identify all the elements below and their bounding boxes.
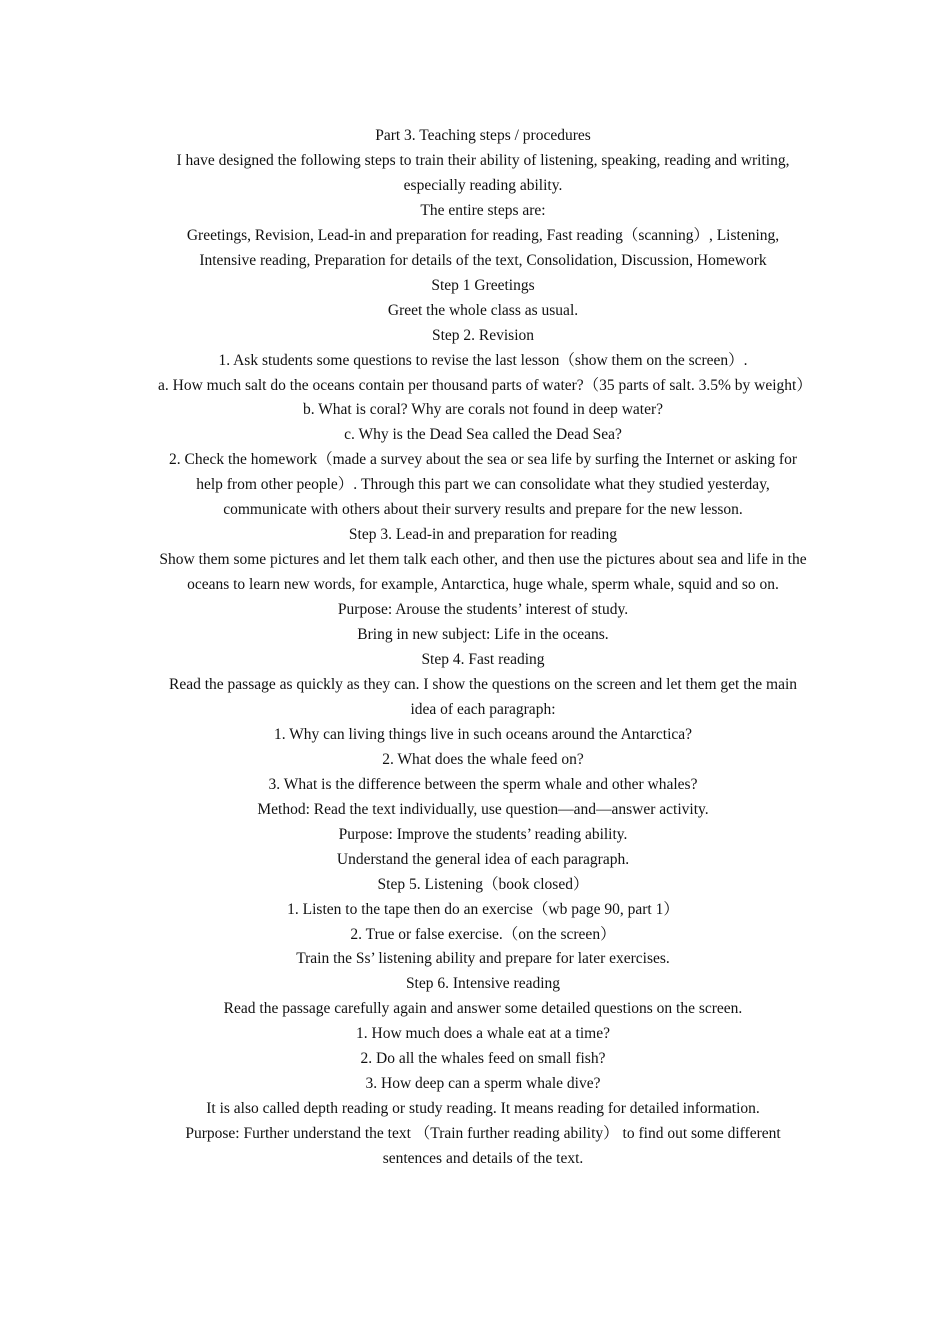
step-6-text: Read the passage carefully again and answer some detailed questions on the screen. (223, 1000, 743, 1018)
step-3-subject: Bring in new subject: Life in the oceans. (357, 626, 609, 644)
step-5-purpose: Train the Ss’ listening ability and prepare for later exercises. (296, 950, 670, 968)
step-5-item-1: 1. Listen to the tape then do an exercise（wb page 90, part 1） (287, 900, 679, 918)
step-6-explanation: It is also called depth reading or study reading. It means reading for detailed information. (206, 1100, 760, 1118)
step-3-heading: Step 3. Lead-in and preparation for reading (348, 526, 618, 544)
step-4-purpose: Purpose: Improve the students’ reading ability. (338, 825, 628, 843)
step-6-question-2: 2. Do all the whales feed on small fish? (360, 1050, 606, 1068)
step-2-question-c: c. Why is the Dead Sea called the Dead Sea? (344, 426, 622, 444)
step-2-question-b: b. What is coral? Why are corals not found in deep water? (302, 401, 664, 419)
step-6-question-1: 1. How much does a whale eat at a time? (356, 1025, 610, 1043)
step-1-heading: Step 1 Greetings (431, 276, 535, 294)
step-2-heading: Step 2. Revision (431, 326, 535, 344)
step-2-item-2: 2. Check the homework（made a survey about the sea or sea life by surfing the Internet or asking for help from other people）. Through this part we can consolidate what they studied yesterday, communicate with others about their survery results and prepare for the new lesson. (169, 451, 797, 519)
intro-paragraph: I have designed the following steps to train their ability of listening, speaking, reading and writing, especially reading ability. (176, 151, 790, 194)
steps-label: The entire steps are: (420, 201, 546, 219)
step-4-goal: Understand the general idea of each paragraph. (336, 850, 630, 868)
step-6-purpose: Purpose: Further understand the text （Train further reading ability） to find out some different sentences and details of the text. (185, 1125, 781, 1168)
document-body (158, 124, 812, 1172)
step-3-text: Show them some pictures and let them talk each other, and then use the pictures about sea and life in the oceans to learn new words, for example, Antarctica, huge whale, sperm whale, squid and so on. (159, 551, 807, 594)
step-4-text: Read the passage as quickly as they can. I show the questions on the screen and let them get the main idea of each paragraph: (169, 675, 797, 718)
section-heading: Part 3. Teaching steps / procedures (375, 127, 591, 144)
step-2-question-a: a. How much salt do the oceans contain per thousand parts of water?（35 parts of salt. 3.5% by weight） (158, 376, 812, 394)
step-3-purpose: Purpose: Arouse the students’ interest of study. (337, 601, 629, 619)
step-2-item-1: 1. Ask students some questions to revise the last lesson（show them on the screen）. (218, 351, 748, 369)
step-5-item-2: 2. True or false exercise.（on the screen） (350, 925, 616, 943)
step-4-heading: Step 4. Fast reading (421, 651, 545, 669)
steps-list-paragraph: Greetings, Revision, Lead-in and preparation for reading, Fast reading（scanning）, Listening, Intensive reading, Preparation for details of the text, Consolidation, Discussion, Homework (186, 226, 780, 269)
step-4-question-3: 3. What is the difference between the sperm whale and other whales? (268, 775, 698, 793)
step-4-method: Method: Read the text individually, use question—and—answer activity. (257, 800, 709, 818)
step-6-heading: Step 6. Intensive reading (405, 975, 561, 993)
step-1-text: Greet the whole class as usual. (387, 301, 579, 319)
step-6-question-3: 3. How deep can a sperm whale dive? (365, 1075, 601, 1093)
step-4-question-1: 1. Why can living things live in such oceans around the Antarctica? (273, 725, 693, 743)
step-5-heading: Step 5. Listening（book closed） (377, 875, 589, 893)
step-4-question-2: 2. What does the whale feed on? (382, 750, 584, 768)
